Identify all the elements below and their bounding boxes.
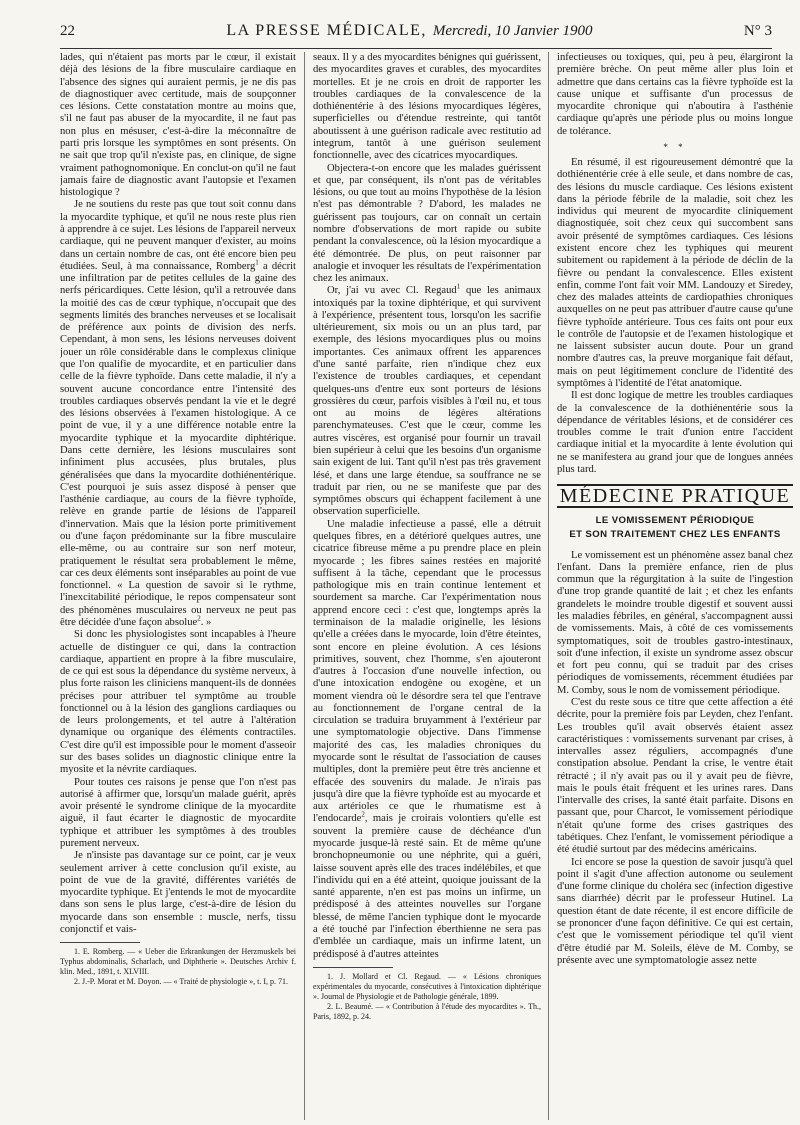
- column-1: [60, 52, 296, 1120]
- footnote-ref: 2: [361, 810, 365, 819]
- journal-masthead: [226, 22, 592, 40]
- publication-name: LA PRESSE MÉDICALE,: [226, 22, 427, 39]
- page-number: 22: [60, 23, 75, 39]
- paragraph: Or, j'ai vu avec Cl. Regaud$^1$ que les animaux intoxiqués par la toxine diphtérique, et qui survivent à l'expérience, présentent tous, lorsqu'on les sacrifie ultérieurement, six mois ou un an plus tard, par exemple, des lésions myocardiques plus ou moins importantes. Ces animaux offrent les apparences d'une santé parfaite, rien n'indique chez eux l'existence de troubles cardiaques, et cependant quelques-uns d'entre eux sont porteurs de lésions grossières du cœur, parfois visibles à l'œil nu, et tous ont au moins de légères altérations parenchymateuses. C'est que le cœur, comme les autres viscères, est organisé pour fournir un travail bien supérieur à celui que les besoins d'un organisme sain exigent de lui. Tant qu'il n'est pas très gravement lésé, et dans une large étendue, sa souffrance ne se traduit par rien, ou ne se manifeste que par des symptômes obscurs qui échappent facilement à une observation superficielle.: [313, 282, 541, 518]
- article-columns: [60, 52, 792, 1120]
- section-heading: MÉDECINE PRATIQUE: [557, 484, 793, 507]
- paragraph: Je n'insiste pas davantage sur ce point, car je veux seulement arriver à cette conclusion qu'il existe, au point de vue de la gravité, différentes variétés de myocardite typhique. Et j'entends le mot de myocardite dans son sens le plus large, c'est-à-dire de lésion du myocarde dans son ensemble : muscle, nerfs, tissu conjonctif et vais-: [60, 850, 296, 935]
- paragraph: seaux. Il y a des myocardites bénignes qui guérissent, des myocardites graves et curables, des myocardites mortelles. Et je ne crois en droit de rapporter les troubles cardiaques de la convalescence de la dothiénentérie à des lésions myocardiques légères, superficielles ou d'étendue restreinte, qui tantôt aboutissent à une guérison radicale avec restitutio ad integrum, tantôt à une guérison seulement fonctionnelle, avec des cicatrices myocardiques.: [313, 52, 541, 162]
- paragraph: Objectera-t-on encore que les malades guérissent et que, par conséquent, ils n'ont pas de véritables lésions, ou que tout au moins l'hypothèse de la lésion n'est pas démontrable ? D'abord, les malades ne guérissent pas toujours, car on connaît un certain nombre d'observations de mort rapide ou subite pendant la convalescence, où la lésion myocardique a été démontrée. De plus, on peut raisonner par analogie et invoquer les résultats de l'expérimentation chez les animaux.: [313, 162, 541, 285]
- paragraph: C'est du reste sous ce titre que cette affection a été décrite, pour la première fois par Leyden, chez l'enfant. Les troubles qu'il avait observés étaient assez caractéristiques : vomissements survenant par crises, à intervalles assez réguliers, accompagnés d'une constipation absolue. Pendant la crise, le ventre était rétracté ; il n'y avait pas ou il y avait peu de fièvre, mais le pouls était fréquent et les urines rares. Dans l'intervalle des crises, la santé était parfaite. Disons en passant que, pour Charcot, le vomissement périodique n'était qu'une forme des crises gastriques des tabétiques. Chez l'enfant, le vomissement périodique a été étudié surtout par des médecins américains.: [557, 696, 793, 856]
- footnote: 1. J. Mollard et Cl. Regaud. — « Lésions chroniques expérimentales du myocarde, consécutives à l'intoxication diphtérique ». Journal de Physiologie et de Pathologie générale, 1899.: [313, 971, 541, 1001]
- paragraph: Le vomissement est un phénomène assez banal chez l'enfant. Dans la première enfance, rien de plus commun que la régurgitation à la suite de l'ingestion d'une trop grande quantité de lait ; et chez les enfants grandelets le moindre trouble digestif et souvent aussi les maladies fébriles, en général, s'accompagnent aussi de vomissements. Mais, à côté de ces vomissements symptomatiques, soit de troubles gastro-intestinaux, soit d'une infection, il existe un syndrome assez obscur et fort peu connu, qui se traduit par des crises périodiques de vomissements, récemment étudiées par M. Comby, sous le nom de vomissement périodique.: [557, 549, 793, 696]
- column-3: [548, 52, 793, 1120]
- paragraph: Ici encore se pose la question de savoir jusqu'à quel point il s'agit d'une affection autonome ou seulement d'une forme clinique du choléra sec (infection digestive sans diarrhée) décrit par le professeur Hutinel. La question étant de date récente, il est encore difficile de se prononcer d'une façon définitive. Ce qui est certain, c'est que le vomissement périodique tel qu'il vient d'être étudié par M. Soleils, élève de M. Comby, se présente avec une symptomatologie assez nette: [557, 856, 793, 966]
- paragraph: Une maladie infectieuse a passé, elle a détruit quelques fibres, en a détérioré quelques autres, une cicatrice fibreuse même a pu prendre place en plein myocarde ; les fibres saines restées en majorité suffisent à la tâche, cependant que le processus pathologique mis en train continue lentement et sourdement sa marche. Car l'expérimentation nous apprend encore ceci : c'est que, longtemps après la terminaison de la maladie originelle, les lésions qu'elle a créées dans le myocarde, loin d'être éteintes, sont encore en pleine évolution. A ces lésions primitives, souvent, chez l'homme, s'en ajouteront d'autres à l'occasion d'une nouvelle infection, ou d'une intoxication endogène ou exogène, et un moment viendra où le désordre sera tel que l'entrave au fonctionnement de l'organe central de la circulation se traduira bruyamment à l'extérieur par une symptomatologie objective. Dans l'immense majorité des cas, les maladies chroniques du myocarde sont le résultat de l'association de causes multiples, dont la première peut être très ancienne et effacée des souvenirs du malade. Je n'irais pas jusqu'à dire que la fièvre typhoïde est au myocarde et aux artérioles ce que le rhumatisme est à l'endocarde$^2$, mais je croirais volontiers qu'elle est souvent la première cause de déchéance d'un myocarde jusque-là resté sain. Et de même qu'une bronchopneumonie ou une néphrite, qui a guéri, laisse souvent après elle des traces indélébiles, et que l'individu qui en a été atteint, quoique jouissant de la santé apparente, n'en est pas moins un infirme, un prédisposé à des atteintes nouvelles sur l'organe blessé, de même l'ancien typhique dont le myocarde a été touché par l'infection éberthienne ne sera pas d'emblée un cardiaque, mais un infirme latent, un prédisposé à d'autres atteintes: [313, 518, 541, 960]
- paragraph: Si donc les physiologistes sont incapables à l'heure actuelle de distinguer ce qui, dans la contraction cardiaque, appartient en propre à la fibre musculaire, de ce qui est sous la dépendance du système nerveux, à plus forte raison les cliniciens manquent-ils de données précises pour attribuer tel symptôme au trouble fonctionnel ou à la lésion des ganglions cardiaques ou de leurs prolongements, et tel autre à l'altération dynamique ou organique des éléments contractiles. C'est dire qu'il est impossible pour le moment d'asseoir sur des bases solides un diagnostic clinique entre la myosite et la névrite cardiaques.: [60, 629, 296, 776]
- paragraph: infectieuses ou toxiques, qui, peu à peu, élargiront la première brèche. On peut même aller plus loin et admettre que dans certains cas la fièvre typhoïde est la cause unique et suffisante d'un processus de myocardite chronique qui n'aboutira à l'asthénie cardiaque qu'après une période plus ou moins longue de tolérance.: [557, 52, 793, 137]
- page-header: [60, 22, 772, 49]
- column-2: [304, 52, 541, 1120]
- footnote-ref: 1: [255, 258, 259, 267]
- footnote-ref: 2: [197, 614, 201, 623]
- footnote-divider: [60, 942, 140, 943]
- issue-number: N° 3: [743, 23, 772, 39]
- footnote: 2. J.-P. Morat et M. Doyon. — « Traité de physiologie », t. I, p. 71.: [74, 977, 288, 987]
- paragraph: En résumé, il est rigoureusement démontré que la dothiénentérie crée à elle seule, et dans nombre de cas, des lésions du muscle cardiaque. Ces lésions existent dans la période fébrile de la maladie, soit chez les individus qui meurent de myocardite cliniquement diagnostiquée, soit chez ceux qui succombent sans avoir présenté de symptômes cardiaques. Ces lésions existent encore chez les typhiques qui meurent subitement ou rapidement à la période de déclin de la fièvre ou pendant la convalescence. Elles existent enfin, comme l'ont fait voir MM. Landouzy et Siredey, chez des malades atteints de cardiopathies chroniques auxquelles on ne peut pas attribuer d'autre cause qu'une fièvre typhoïde antérieure. Tous ces faits ont pour eux le contrôle de l'autopsie et de l'examen histologique et ne laissent subsister aucun doute. Pour un grand nombre d'autres cas, la preuve morganique fait défaut, mais on peut légitimement conclure de l'identité des symptômes à l'identité de l'état anatomique.: [557, 156, 793, 390]
- issue-date: Mercredi, 10 Janvier 1900: [432, 23, 593, 39]
- footnote-divider: [313, 967, 393, 968]
- paragraph: Il est donc logique de mettre les troubles cardiaques de la convalescence de la dothiénentérie sous la dépendance de véritables lésions, et de considérer ces troubles comme le trait d'union entre l'accident cardiaque initial et la myocardite à lente évolution qui ne se manifestera au grand jour que de longues années plus tard.: [557, 390, 793, 475]
- paragraph: Je ne soutiens du reste pas que tout soit connu dans la myocardite typhique, et qu'il ne nous reste plus rien à apprendre à ce sujet. Les lésions de l'appareil nerveux cardiaque, qui ne peuvent manquer d'exister, au moins dans un certain nombre de cas, ont été encore bien peu étudiées. Seul, à ma connaissance, Romberg$^1$ a décrit une infiltration par de petites cellules de la gaine des nerfs péricardiques. Cette lésion, qu'il a retrouvée dans la moitié des cas de cœur typhique, n'occupait que des segments limités des branches nerveuses et se localisait de préférence aux points de division des nerfs. Cependant, à mon sens, les lésions nerveuses doivent jouer un rôle considérable dans le complexus clinique que l'on qualifie de myocardite, et en particulier dans celle de la fièvre typhoïde. Dans cette maladie, il n'y a souvent aucune concordance entre l'intensité des troubles cardiaques observés pendant la vie et le degré des lésions observées à l'examen histologique. A ce point de vue, il y a une différence notable entre la myocardite typhique et la myocardite diphtérique. Dans cette dernière, les lésions musculaires sont infiniment plus accusées, plus brutales, plus généralisées que dans la myocardite dothiénentérique. C'est pourquoi je suis assez disposé à penser que l'asthénie cardiaque, au cours de la fièvre typhoïde, relève en grande partie de lésions de l'appareil d'innervation. Mais que la lésion porte primitivement ou d'une façon prédominante sur la fibre musculaire elle-même, ou au contraire sur son nerf moteur, pratiquement le résultat sera probablement le même, car ces deux éléments sont inséparables au point de vue fonctionnel. « La question de savoir si le rythme, l'inexcitabilité périodique, le repos compensateur sont des phénomènes musculaires ou nerveux ne peut pas être décidée d'une façon absolue$^2$. »: [60, 199, 296, 628]
- paragraph: Pour toutes ces raisons je pense que l'on n'est pas autorisé à affirmer que, lorsqu'un malade guérit, après avoir présenté le syndrome clinique de la myocardite aiguë, il faut écarter le diagnostic de myocardite typhique et attribuer les symptômes à des troubles purement nerveux.: [60, 776, 296, 849]
- footnote: 2. L. Beaumé. — « Contribution à l'étude des myocardites ». Th., Paris, 1892, p. 24.: [313, 1001, 541, 1021]
- article-title: LE VOMISSEMENT PÉRIODIQUE ET SON TRAITEMENT CHEZ LES ENFANTS: [569, 514, 781, 540]
- footnote: 1. E. Romberg. — « Ueber die Erkrankungen der Herzmuskels bei Typhus abdominalis, Scharlach, und Diphtherie ». Deutsches Archiv f. klin. Med., 1891, t. XLVIII.: [60, 947, 296, 977]
- section-separator: * *: [663, 141, 687, 152]
- footnote-ref: 1: [456, 282, 461, 291]
- paragraph: lades, qui n'étaient pas morts par le cœur, il existait déjà des lésions de la fibre musculaire cardiaque en l'absence des signes qui auraient permis, je ne dis pas de diagnostiquer avec certitude, mais de soupçonner ces lésions. Cette constatation montre au moins que, s'il ne faut pas abuser de la myocardite, il ne faut pas non plus en mésuser, c'est-à-dire la méconnaître de parti pris lorsque les symptômes en sont présents. On ne sait que trop qu'il n'existe pas, en clinique, de signe vraiment pathognomonique. En conclut-on qu'il ne faut jamais faire de diagnostic avant l'autopsie et l'examen histologique ?: [60, 52, 296, 199]
